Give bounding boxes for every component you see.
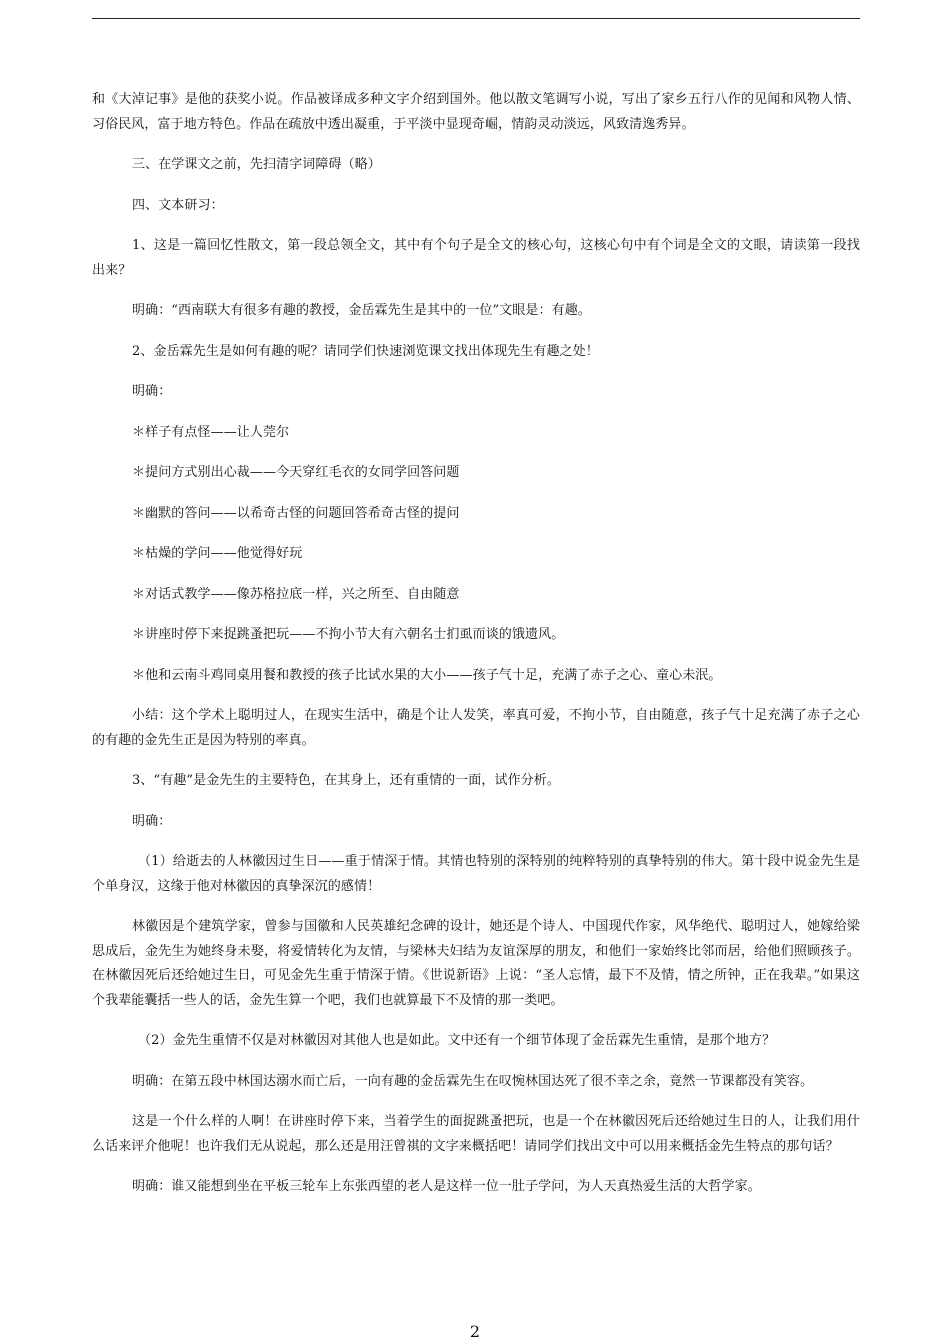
list-item: ＊提问方式别出心裁——今天穿红毛衣的女同学回答问题	[132, 465, 460, 480]
paragraph-answer-point-2: 明确：在第五段中林国达溺水而亡后，一向有趣的金岳霖先生在叹惋林国达死了很不幸之余，竟然一节课都没有笑容。	[132, 1073, 814, 1089]
list-item: ＊枯燥的学问——他觉得好玩	[132, 546, 303, 561]
list-item: ＊样子有点怪——让人莞尔	[132, 424, 290, 440]
paragraph-lin-huiyin: 林徽因是个建筑学家，曾参与国徽和人民英雄纪念碑的设计，她还是个诗人、中国现代作家，风华绝代、聪明过人，她嫁给梁思成后，金先生为她终身未娶，将爱情转化为友情，与梁林夫妇结为友谊深厚的朋友，和他们一家始终比邻而居，给他们照顾孩子。在林徽因死后还给她过生日，可见金先生重于情深于情。《世说新语》上说：“圣人忘情，最下不及情，情之所钟，正在我辈。”如果这个我辈能囊括一些人的话，金先生算一个吧，我们也就算最下不及情的那一类吧。	[92, 919, 860, 1008]
paragraph-question-2: 2、金岳霖先生是如何有趣的呢？请同学们快速浏览课文找出体现先生有趣之处！	[132, 343, 599, 359]
paragraph-section-3: 三、在学课文之前，先扫清字词障碍（略）	[132, 157, 381, 172]
paragraph-point-2: （2）金先生重情不仅是对林徽因对其他人也是如此。文中还有一个细节体现了金岳霖先生重情，是那个地方？	[138, 1033, 776, 1048]
list-item: ＊他和云南斗鸡同桌用餐和教授的孩子比试水果的大小——孩子气十足，充满了赤子之心、童心未泯。	[132, 667, 722, 683]
list-item: ＊幽默的答问——以希奇古怪的问题回答希奇古怪的提问	[132, 505, 460, 521]
paragraph-answer-3-label: 明确：	[132, 813, 172, 829]
page-number: 2	[469, 1322, 481, 1341]
paragraph-intro-continued: 和《大淖记事》是他的获奖小说。作品被译成多种文字介绍到国外。他以散文笔调写小说，写出了家乡五行八作的见闻和风物人情、习俗民风，富于地方特色。作品在疏放中透出凝重，于平淡中显现奇崛，情韵灵动淡远，风致清逸秀异。	[92, 92, 860, 132]
paragraph-answer-2-label: 明确：	[132, 384, 172, 399]
paragraph-reflection: 这是一个什么样的人啊！在讲座时停下来，当着学生的面捉跳蚤把玩，也是一个在林徽因死后还给她过生日的人，让我们用什么话来评介他呢！也许我们无从说起，那么还是用汪曾祺的文字来概括吧！请同学们找出文中可以用来概括金先生特点的那句话？	[92, 1114, 860, 1154]
paragraph-question-1: 1、这是一篇回忆性散文，第一段总领全文，其中有个句子是全文的核心句，这核心句中有个词是全文的文眼，请读第一段找出来？	[92, 238, 860, 278]
paragraph-final-answer: 明确：谁又能想到坐在平板三轮车上东张西望的老人是这样一位一肚子学问，为人天真热爱生活的大哲学家。	[132, 1179, 761, 1194]
paragraph-answer-1: 明确：“西南联大有很多有趣的教授，金岳霖先生是其中的一位”文眼是：有趣。	[132, 303, 591, 318]
list-item: ＊讲座时停下来捉跳蚤把玩——不拘小节大有六朝名士扪虱而谈的饿遗风。	[132, 627, 565, 642]
paragraph-question-3: 3、“有趣”是金先生的主要特色，在其身上，还有重情的一面，试作分析。	[132, 773, 560, 788]
paragraph-point-1: （1）给逝去的人林徽因过生日——重于情深于情。其情也特别的深特别的纯粹特别的真挚特别的伟大。第十段中说金先生是个单身汉，这缘于他对林徽因的真挚深沉的感情！	[92, 854, 860, 894]
document-body	[92, 88, 860, 1216]
list-item: ＊对话式教学——像苏格拉底一样，兴之所至、自由随意	[132, 586, 460, 602]
paragraph-summary: 小结：这个学术上聪明过人，在现实生活中，确是个让人发笑，率真可爱，不拘小节，自由随意，孩子气十足充满了赤子之心的有趣的金先生正是因为特别的率真。	[92, 708, 860, 748]
header-rule	[92, 18, 860, 19]
paragraph-section-4: 四、文本研习：	[132, 197, 224, 213]
